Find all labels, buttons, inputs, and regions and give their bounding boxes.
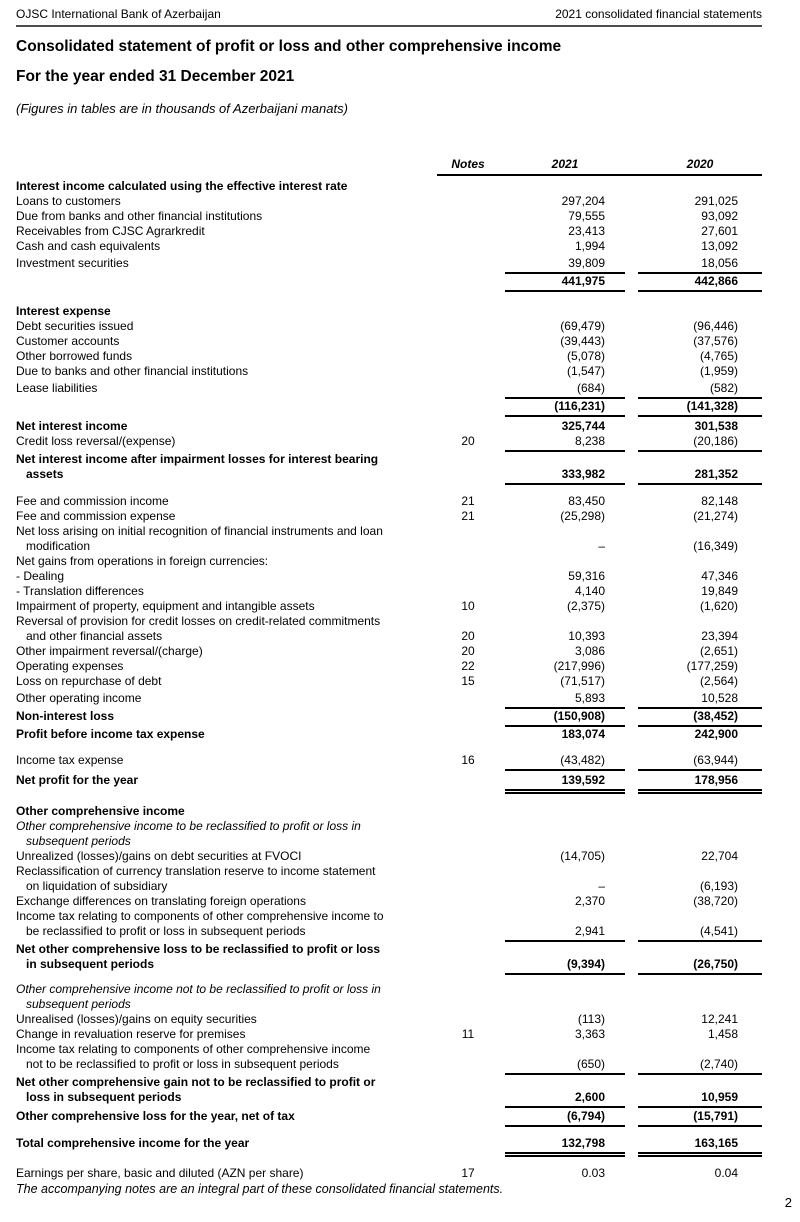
row-value-2021: (650)	[505, 1057, 625, 1075]
row-value-2021: (71,517)	[560, 674, 605, 688]
row-note-value: 20	[461, 644, 475, 658]
table-row	[16, 524, 762, 554]
row-note-value	[437, 289, 499, 292]
table-row	[16, 224, 762, 239]
table-row	[16, 727, 762, 742]
table-row	[16, 644, 762, 659]
row-value-2021: –	[598, 539, 605, 553]
row-value-2021: (6,794)	[505, 1109, 625, 1127]
table-row	[16, 509, 762, 524]
row-value-2021: (14,705)	[560, 849, 605, 863]
row-label: Interest expense	[16, 304, 111, 318]
row-value-2020: (6,193)	[699, 879, 738, 893]
row-note-value	[437, 724, 499, 727]
row-value-2020: (16,349)	[693, 539, 738, 553]
row-value-2021: 297,204	[561, 194, 605, 208]
row-value-2021: 3,363	[574, 1027, 605, 1041]
row-value-2021: (25,298)	[560, 509, 605, 523]
row-value-2020: (2,564)	[699, 674, 738, 688]
row-label: Loss on repurchase of debt	[16, 674, 162, 688]
row-value-2020: 93,092	[701, 209, 738, 223]
row-value-2020: 82,148	[701, 494, 738, 508]
row-value-2020: (141,328)	[638, 399, 762, 417]
column-header-2020: 2020	[686, 157, 714, 171]
row-label: Due to banks and other financial institutions	[16, 364, 249, 378]
row-value-2021: (1,547)	[566, 364, 605, 378]
row-value-2020: 242,900	[694, 727, 738, 741]
row-value-2021: 325,744	[561, 419, 605, 433]
row-value-2021: 4,140	[574, 584, 605, 598]
row-value-2020: 291,025	[694, 194, 738, 208]
table-row	[16, 209, 762, 224]
row-value-2021: (2,375)	[566, 599, 605, 613]
row-note-value: 17	[461, 1166, 475, 1180]
row-value-2020: 0.04	[714, 1166, 738, 1180]
row-value-2021: 139,592	[505, 773, 625, 794]
row-note-value: 21	[461, 509, 475, 523]
row-label: Net loss arising on initial recognition of financial instruments and loan modification	[16, 524, 383, 553]
row-value-2021: 8,238	[505, 434, 625, 452]
row-value-2020: (1,620)	[699, 599, 738, 613]
table-row	[16, 364, 762, 379]
table-row	[16, 256, 762, 274]
row-note-value	[437, 396, 499, 399]
table-header-row	[16, 157, 762, 176]
row-value-2020: 22,704	[701, 849, 738, 863]
row-label: Non-interest loss	[16, 709, 115, 723]
row-note-value	[437, 482, 499, 485]
row-value-2020: 47,346	[701, 569, 738, 583]
row-value-2020: (21,274)	[693, 509, 738, 523]
row-value-2021: (69,479)	[560, 319, 605, 333]
row-label: Cash and cash equivalents	[16, 239, 161, 253]
table-row	[16, 1166, 762, 1181]
row-value-2021: (217,996)	[553, 659, 605, 673]
row-value-2021: 333,982	[505, 467, 625, 485]
row-label: Loans to customers	[16, 194, 121, 208]
row-label: Income tax relating to components of other comprehensive income not to be reclassified to profit or loss in subsequent periods	[16, 1042, 371, 1071]
row-label: Other impairment reversal/(charge)	[16, 644, 203, 658]
row-value-2021: (116,231)	[505, 399, 625, 417]
table-row	[16, 194, 762, 209]
row-label: Customer accounts	[16, 334, 120, 348]
row-value-2020: 27,601	[701, 224, 738, 238]
page-subtitle: For the year ended 31 December 2021	[16, 68, 295, 85]
row-label: Investment securities	[16, 256, 129, 270]
table-row	[16, 334, 762, 349]
row-label: Unrealized (losses)/gains on debt securities at FVOCI	[16, 849, 302, 863]
row-value-2021: 79,555	[568, 209, 605, 223]
row-label: Receivables from CJSC Agrarkredit	[16, 224, 205, 238]
row-label: Due from banks and other financial institutions	[16, 209, 263, 223]
table-row	[16, 381, 762, 399]
row-value-2020: (2,740)	[638, 1057, 762, 1075]
row-value-2020: (63,944)	[638, 753, 762, 771]
row-note-value: 21	[461, 494, 475, 508]
table-row	[16, 1109, 762, 1127]
row-value-2021: (5,078)	[566, 349, 605, 363]
row-label: Earnings per share, basic and diluted (AZN per share)	[16, 1166, 304, 1180]
row-label: Unrealised (losses)/gains on equity securities	[16, 1012, 257, 1026]
row-label: - Translation differences	[16, 584, 144, 598]
row-label: - Dealing	[16, 569, 65, 583]
row-value-2020: (37,576)	[693, 334, 738, 348]
row-value-2020: 13,092	[701, 239, 738, 253]
table-row	[16, 709, 762, 727]
row-label: Debt securities issued	[16, 319, 134, 333]
row-value-2020: (20,186)	[638, 434, 762, 452]
row-label: Net other comprehensive loss to be reclassified to profit or loss in subsequent periods	[16, 942, 381, 971]
row-label: Net gains from operations in foreign currencies:	[16, 554, 269, 568]
row-note-value: 10	[461, 599, 475, 613]
table-row	[16, 773, 762, 794]
table-row	[16, 819, 762, 849]
row-value-2021: 1,994	[574, 239, 605, 253]
table-row	[16, 614, 762, 644]
row-value-2020: (582)	[638, 381, 762, 399]
row-value-2021: (43,482)	[505, 753, 625, 771]
row-note-value: 20	[461, 434, 475, 448]
row-label: Exchange differences on translating foreign operations	[16, 894, 306, 908]
table-row	[16, 554, 762, 569]
row-label: Income tax expense	[16, 753, 124, 767]
row-value-2020: (38,452)	[638, 709, 762, 727]
row-value-2020: 178,956	[638, 773, 762, 794]
row-value-2020: (4,765)	[699, 349, 738, 363]
row-note-value	[437, 706, 499, 709]
table-row	[16, 864, 762, 894]
table-row	[16, 569, 762, 584]
row-label: Reclassification of currency translation reserve to income statement on liquidation of subsidiary	[16, 864, 376, 893]
row-label: Other borrowed funds	[16, 349, 133, 363]
row-value-2021: 5,893	[505, 691, 625, 709]
table-row	[16, 849, 762, 864]
row-label: Impairment of property, equipment and intangible assets	[16, 599, 315, 613]
row-label: Credit loss reversal/(expense)	[16, 434, 176, 448]
document-header-left: OJSC International Bank of Azerbaijan	[16, 7, 221, 21]
table-row	[16, 674, 762, 689]
table-row	[16, 179, 762, 194]
row-value-2021: 0.03	[581, 1166, 605, 1180]
row-value-2020: 281,352	[638, 467, 762, 485]
row-value-2021: 132,798	[505, 1136, 625, 1157]
row-label: Profit before income tax expense	[16, 727, 205, 741]
row-value-2020: (177,259)	[686, 659, 738, 673]
table-row	[16, 399, 762, 417]
table-header-spacer	[16, 157, 437, 176]
document-header	[16, 7, 762, 27]
row-label: Total comprehensive income for the year	[16, 1136, 250, 1150]
row-value-2020: 301,538	[694, 419, 738, 433]
financial-table	[16, 157, 762, 1181]
row-label: Net other comprehensive gain not to be reclassified to profit or loss in subsequent periods	[16, 1075, 376, 1104]
row-note-value	[437, 972, 499, 975]
column-header-2021: 2021	[551, 157, 579, 171]
table-row	[16, 1027, 762, 1042]
row-note-value: 11	[461, 1027, 475, 1041]
row-label: Operating expenses	[16, 659, 124, 673]
table-row	[16, 659, 762, 674]
row-note-value	[437, 271, 499, 274]
row-label: Change in revaluation reserve for premises	[16, 1027, 246, 1041]
table-row	[16, 319, 762, 334]
row-value-2021: 183,074	[561, 727, 605, 741]
row-value-2020: (96,446)	[693, 319, 738, 333]
row-label: Fee and commission expense	[16, 509, 176, 523]
row-value-2020: (2,651)	[699, 644, 738, 658]
row-note-value: 15	[461, 674, 475, 688]
row-label: Fee and commission income	[16, 494, 169, 508]
row-note-value	[437, 1105, 499, 1108]
row-value-2021: 441,975	[505, 274, 625, 292]
row-label: Interest income calculated using the effective interest rate	[16, 179, 348, 193]
table-row	[16, 894, 762, 909]
table-row	[16, 942, 762, 975]
table-row	[16, 691, 762, 709]
column-header-notes: Notes	[451, 157, 485, 171]
table-row	[16, 434, 762, 452]
table-row	[16, 494, 762, 509]
row-value-2021: 39,809	[505, 256, 625, 274]
row-note-value	[437, 939, 499, 942]
units-note: (Figures in tables are in thousands of Azerbaijani manats)	[16, 101, 348, 116]
footer-note: The accompanying notes are an integral part of these consolidated financial statements.	[16, 1182, 504, 1196]
table-row	[16, 1012, 762, 1027]
row-value-2020: (4,541)	[638, 924, 762, 942]
page-number: 2	[784, 1195, 792, 1210]
row-label: Net interest income after impairment losses for interest bearing assets	[16, 452, 379, 481]
row-value-2020: 18,056	[638, 256, 762, 274]
table-row	[16, 274, 762, 292]
table-row	[16, 1075, 762, 1108]
row-note-value	[437, 414, 499, 417]
row-value-2021: (9,394)	[505, 957, 625, 975]
row-label: Other comprehensive income not to be reclassified to profit or loss in subsequent periods	[16, 982, 381, 1011]
row-value-2020: (1,959)	[699, 364, 738, 378]
table-row	[16, 239, 762, 254]
row-label: Other comprehensive loss for the year, net of tax	[16, 1109, 295, 1123]
row-label: Lease liabilities	[16, 381, 98, 395]
row-value-2020: 19,849	[701, 584, 738, 598]
row-value-2021: 2,370	[574, 894, 605, 908]
table-row	[16, 804, 762, 819]
table-row	[16, 982, 762, 1012]
row-note-value	[437, 1124, 499, 1127]
row-note-value	[437, 1072, 499, 1075]
table-row	[16, 753, 762, 771]
table-row	[16, 909, 762, 942]
row-label	[16, 289, 437, 292]
row-label: Other operating income	[16, 691, 142, 705]
table-row	[16, 349, 762, 364]
table-row	[16, 419, 762, 434]
document-header-right: 2021 consolidated financial statements	[555, 7, 762, 21]
row-value-2021: (684)	[505, 381, 625, 399]
row-value-2020: 12,241	[701, 1012, 738, 1026]
table-row	[16, 1136, 762, 1157]
row-value-2020: 442,866	[638, 274, 762, 292]
row-label: Other comprehensive income	[16, 804, 185, 818]
row-value-2021: 2,600	[505, 1090, 625, 1108]
row-note-value: 16	[461, 753, 475, 767]
row-note-value	[437, 788, 499, 794]
table-row	[16, 599, 762, 614]
row-note-value: 22	[461, 659, 475, 673]
row-value-2021: 2,941	[505, 924, 625, 942]
row-value-2020: (26,750)	[638, 957, 762, 975]
row-label	[16, 414, 437, 417]
row-value-2021: (39,443)	[560, 334, 605, 348]
table-row	[16, 584, 762, 599]
row-value-2021: 10,393	[568, 629, 605, 643]
row-label: Net profit for the year	[16, 773, 139, 787]
row-value-2021: (150,908)	[505, 709, 625, 727]
page-title: Consolidated statement of profit or loss and other comprehensive income	[16, 38, 562, 55]
row-value-2020: 23,394	[701, 629, 738, 643]
table-row	[16, 304, 762, 319]
row-label: Reversal of provision for credit losses on credit-related commitments and other financial assets	[16, 614, 381, 643]
table-header-columns	[437, 157, 762, 176]
row-value-2020: (15,791)	[638, 1109, 762, 1127]
row-value-2020: (38,720)	[693, 894, 738, 908]
table-body	[16, 179, 762, 1181]
row-value-2021: 3,086	[574, 644, 605, 658]
row-value-2021: 83,450	[568, 494, 605, 508]
row-value-2021: 23,413	[568, 224, 605, 238]
row-label: Income tax relating to components of other comprehensive income to be reclassified to profit or loss in subsequent periods	[16, 909, 384, 938]
row-note-value	[437, 1151, 499, 1157]
row-label: Net interest income	[16, 419, 128, 433]
table-row	[16, 452, 762, 485]
table-row	[16, 1042, 762, 1075]
row-value-2020: 1,458	[707, 1027, 738, 1041]
row-note-value: 20	[461, 629, 475, 643]
row-value-2021: (113)	[577, 1012, 605, 1026]
row-value-2020: 10,528	[638, 691, 762, 709]
row-value-2020: 10,959	[638, 1090, 762, 1108]
row-value-2020: 163,165	[638, 1136, 762, 1157]
row-value-2021: –	[598, 879, 605, 893]
row-label: Other comprehensive income to be reclassified to profit or loss in subsequent periods	[16, 819, 361, 848]
row-value-2021: 59,316	[568, 569, 605, 583]
